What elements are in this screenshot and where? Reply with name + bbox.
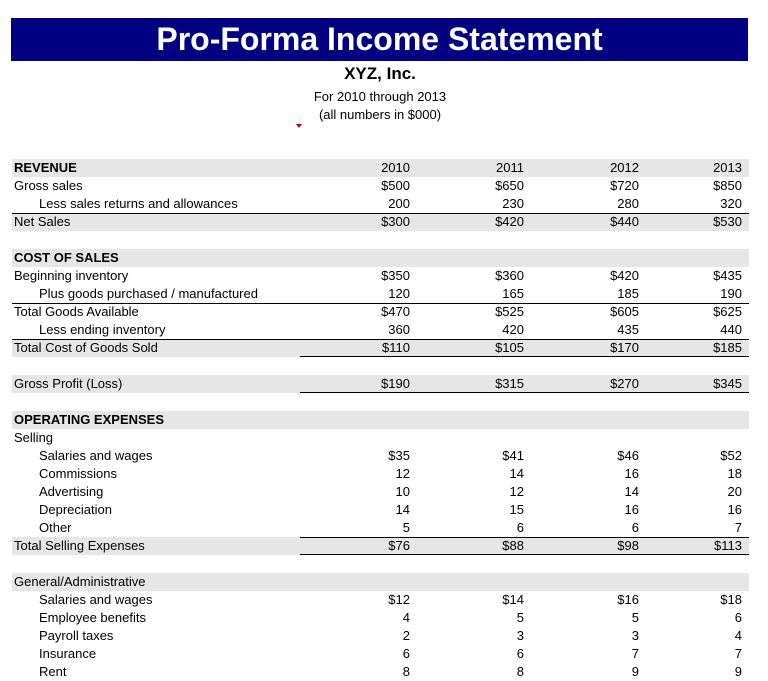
- row-label: Insurance: [39, 646, 97, 661]
- row-value: $440: [610, 214, 639, 229]
- row-value: 18: [727, 466, 742, 481]
- row-value: $420: [495, 214, 524, 229]
- row-value: $270: [610, 376, 639, 391]
- statement-row: [12, 375, 749, 393]
- row-value: $12: [388, 592, 410, 607]
- row-value: $625: [713, 304, 742, 319]
- total-rule: [300, 537, 749, 538]
- statement-row: [12, 447, 749, 465]
- row-label: General/Administrative: [14, 574, 146, 589]
- row-value: $300: [381, 214, 410, 229]
- row-value: 7: [734, 520, 742, 535]
- row-value: 8: [516, 664, 524, 679]
- row-value: $105: [495, 340, 524, 355]
- statement-row: [12, 285, 749, 303]
- row-label: Total Goods Available: [14, 304, 139, 319]
- row-value: $16: [617, 592, 639, 607]
- row-value: $190: [381, 376, 410, 391]
- row-value: 360: [388, 322, 410, 337]
- row-label: Other: [39, 520, 72, 535]
- statement-title: Pro-Forma Income Statement: [11, 18, 748, 61]
- row-value: 6: [631, 520, 639, 535]
- row-value: 3: [516, 628, 524, 643]
- row-value: $14: [502, 592, 524, 607]
- statement-row: [12, 357, 749, 375]
- statement-row: [12, 267, 749, 285]
- row-label: Gross sales: [14, 178, 83, 193]
- row-label: Salaries and wages: [39, 448, 153, 463]
- row-value: 440: [720, 322, 742, 337]
- row-label: OPERATING EXPENSES: [14, 412, 165, 427]
- row-value: $76: [388, 538, 410, 553]
- statement-row: [12, 591, 749, 609]
- row-label: Commissions: [39, 466, 118, 481]
- row-value: 6: [516, 520, 524, 535]
- row-value: $435: [713, 268, 742, 283]
- row-value: 14: [509, 466, 524, 481]
- row-value: $530: [713, 214, 742, 229]
- statement-row: [12, 177, 749, 195]
- statement-row: [12, 213, 749, 231]
- statement-row: [12, 195, 749, 213]
- statement-row: [12, 465, 749, 483]
- row-label: Rent: [39, 664, 67, 679]
- statement-row: [12, 573, 749, 591]
- row-label: Total Selling Expenses: [14, 538, 145, 553]
- total-rule: [12, 213, 749, 214]
- row-value: 5: [516, 610, 524, 625]
- row-value: 15: [509, 502, 524, 517]
- row-value: 10: [395, 484, 410, 499]
- statement-row: [12, 159, 749, 177]
- row-value: 6: [402, 646, 410, 661]
- row-value: $650: [495, 178, 524, 193]
- row-value: 5: [631, 610, 639, 625]
- row-value: $170: [610, 340, 639, 355]
- row-label: Gross Profit (Loss): [14, 376, 123, 391]
- row-value: 2011: [496, 160, 524, 175]
- statement-row: [12, 483, 749, 501]
- statement-row: [12, 339, 749, 357]
- units-text: (all numbers in $000): [318, 107, 442, 122]
- row-value: 14: [624, 484, 639, 499]
- row-value: $420: [610, 268, 639, 283]
- row-value: 2: [402, 628, 410, 643]
- row-value: $46: [617, 448, 639, 463]
- statement-row: [12, 537, 749, 555]
- row-value: 16: [624, 502, 639, 517]
- row-value: $185: [713, 340, 742, 355]
- row-value: 2013: [713, 160, 742, 175]
- row-value: $525: [495, 304, 524, 319]
- row-value: 5: [402, 520, 410, 535]
- row-value: 16: [727, 502, 742, 517]
- row-value: 7: [734, 646, 742, 661]
- row-value: $52: [720, 448, 742, 463]
- row-value: $110: [382, 340, 410, 355]
- row-label: Advertising: [39, 484, 104, 499]
- row-value: $18: [720, 592, 742, 607]
- row-value: 2012: [610, 160, 639, 175]
- period-text: For 2010 through 2013: [313, 89, 447, 104]
- row-value: 200: [388, 196, 410, 211]
- row-value: 3: [631, 628, 639, 643]
- row-value: 165: [502, 286, 524, 301]
- row-value: $500: [381, 178, 410, 193]
- row-value: 185: [617, 286, 639, 301]
- row-value: 2010: [381, 160, 410, 175]
- comment-indicator-icon: [296, 124, 302, 128]
- row-value: $345: [713, 376, 742, 391]
- row-value: $470: [381, 304, 410, 319]
- row-value: 120: [388, 286, 410, 301]
- statement-row: [12, 249, 749, 267]
- row-label: Beginning inventory: [14, 268, 129, 283]
- row-value: 280: [617, 196, 639, 211]
- row-value: 420: [502, 322, 524, 337]
- row-value: 16: [624, 466, 639, 481]
- statement-row: [12, 519, 749, 537]
- row-label: Salaries and wages: [39, 592, 153, 607]
- row-value: 9: [734, 664, 742, 679]
- statement-row: [12, 231, 749, 249]
- statement-row: [12, 645, 749, 663]
- total-rule: [12, 303, 749, 304]
- row-label: REVENUE: [14, 160, 77, 175]
- row-value: $605: [610, 304, 639, 319]
- statement-row: [12, 303, 749, 321]
- row-label: Less sales returns and allowances: [39, 196, 238, 211]
- statement-row: [12, 609, 749, 627]
- row-label: Depreciation: [39, 502, 112, 517]
- row-value: 230: [502, 196, 524, 211]
- statement-row: [12, 663, 749, 681]
- row-value: 8: [402, 664, 410, 679]
- row-label: Plus goods purchased / manufactured: [39, 286, 258, 301]
- row-value: 7: [631, 646, 639, 661]
- row-value: 6: [734, 610, 742, 625]
- row-value: 14: [395, 502, 410, 517]
- row-value: $98: [617, 538, 639, 553]
- statement-row: [12, 321, 749, 339]
- row-value: $350: [381, 268, 410, 283]
- statement-row: [12, 429, 749, 447]
- row-value: $88: [502, 538, 524, 553]
- row-label: Payroll taxes: [39, 628, 114, 643]
- company-name: XYZ, Inc.: [344, 64, 416, 83]
- row-value: 9: [631, 664, 639, 679]
- total-rule: [12, 339, 749, 340]
- row-value: 4: [734, 628, 742, 643]
- statement-row: [12, 627, 749, 645]
- row-value: $41: [502, 448, 524, 463]
- row-value: 12: [395, 466, 410, 481]
- row-value: $113: [714, 538, 742, 553]
- statement-row: [12, 411, 749, 429]
- row-value: $360: [495, 268, 524, 283]
- statement-row: [12, 393, 749, 411]
- statement-row: [12, 555, 749, 573]
- row-label: COST OF SALES: [14, 250, 119, 265]
- row-value: 190: [720, 286, 742, 301]
- statement-row: [12, 501, 749, 519]
- row-value: $720: [610, 178, 639, 193]
- income-statement-table: [12, 159, 749, 681]
- row-label: Employee benefits: [39, 610, 146, 625]
- row-value: $35: [388, 448, 410, 463]
- row-value: 435: [617, 322, 639, 337]
- row-value: 320: [720, 196, 742, 211]
- row-value: 12: [509, 484, 524, 499]
- row-label: Less ending inventory: [39, 322, 166, 337]
- row-label: Selling: [14, 430, 54, 445]
- row-label: Total Cost of Goods Sold: [14, 340, 158, 355]
- row-value: $315: [495, 376, 524, 391]
- row-value: 20: [727, 484, 742, 499]
- row-value: 4: [402, 610, 410, 625]
- row-value: 6: [516, 646, 524, 661]
- row-value: $850: [713, 178, 742, 193]
- row-label: Net Sales: [14, 214, 71, 229]
